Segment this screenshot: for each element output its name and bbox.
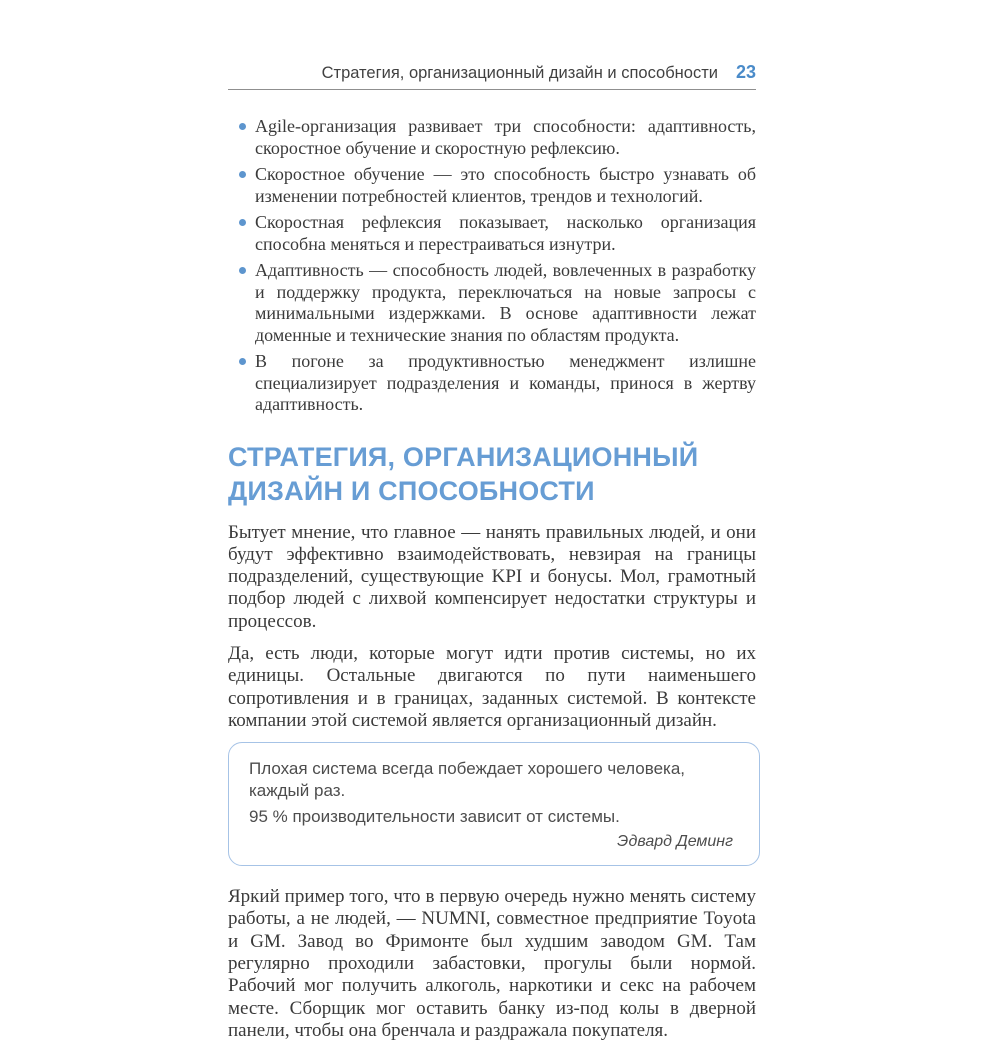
paragraph: Бытует мнение, что главное — нанять правильных людей, и они будут эффективно взаимодействовать, невзирая на границы подразделений, существующие KPI и бонусы. Мол, грамотный подбор людей с лихвой компенсирует недостатки структуры и процессов. — [228, 521, 756, 632]
list-item — [228, 260, 756, 346]
paragraph: Да, есть люди, которые могут идти против системы, но их единицы. Остальные двигаются по пути наименьшего сопротивления и в границах, заданных системой. В контексте компании этой системой является организационный дизайн. — [228, 642, 756, 731]
bullet-dot-icon — [239, 123, 246, 130]
bullet-dot-icon — [239, 219, 246, 226]
bullet-dot-icon — [239, 358, 246, 365]
quote-attribution: Эдвард Деминг — [617, 833, 733, 851]
list-item-text: Скоростная рефлексия показывает, насколько организация способна меняться и перестраиваться изнутри. — [255, 212, 756, 254]
bullet-dot-icon — [239, 171, 246, 178]
list-item-text: Agile-организация развивает три способности: адаптивность, скоростное обучение и скоростную рефлексию. — [255, 116, 756, 158]
bullet-dot-icon — [239, 267, 246, 274]
page-number: 23 — [735, 62, 756, 82]
quote-box — [228, 742, 760, 866]
list-item-text: Адаптивность — способность людей, вовлеченных в разработку и поддержку продукта, переключаться на новые запросы с минимальными издержками. В основе адаптивности лежат доменные и технические знания по областям продукта. — [255, 260, 756, 345]
quote-line: 95 % производительности зависит от системы. — [249, 807, 620, 827]
list-item — [228, 351, 756, 416]
list-item-text: В погоне за продуктивностью менеджмент излишне специализирует подразделения и команды, принося в жертву адаптивность. — [255, 351, 756, 414]
running-head — [228, 62, 756, 90]
list-item-text: Скоростное обучение — это способность быстро узнавать об изменении потребностей клиентов, трендов и технологий. — [255, 164, 756, 206]
paragraph: Яркий пример того, что в первую очередь нужно менять систему работы, а не людей, — NUMNI, совместное предприятие Toyota и GM. Завод во Фримонте был худшим заводом GM. Там регулярно проходили забастовки, прогулы были нормой. Рабочий мог получить алкоголь, наркотики и секс на рабочем месте. Сборщик мог оставить банку из-под колы в дверной панели, чтобы она бренчала и раздражала покупателя. — [228, 886, 756, 1041]
running-head-title: Стратегия, организационный дизайн и способности — [321, 64, 718, 82]
bullet-list — [228, 116, 756, 416]
list-item — [228, 164, 756, 207]
section-heading: СТРАТЕГИЯ, ОРГАНИЗАЦИОННЫЙ ДИЗАЙН И СПОСОБНОСТИ — [228, 441, 699, 506]
quote-line: Плохая система всегда побеждает хорошего человека, каждый раз. — [249, 759, 686, 801]
list-item — [228, 212, 756, 255]
list-item — [228, 116, 756, 159]
page-content-column — [228, 0, 756, 1042]
